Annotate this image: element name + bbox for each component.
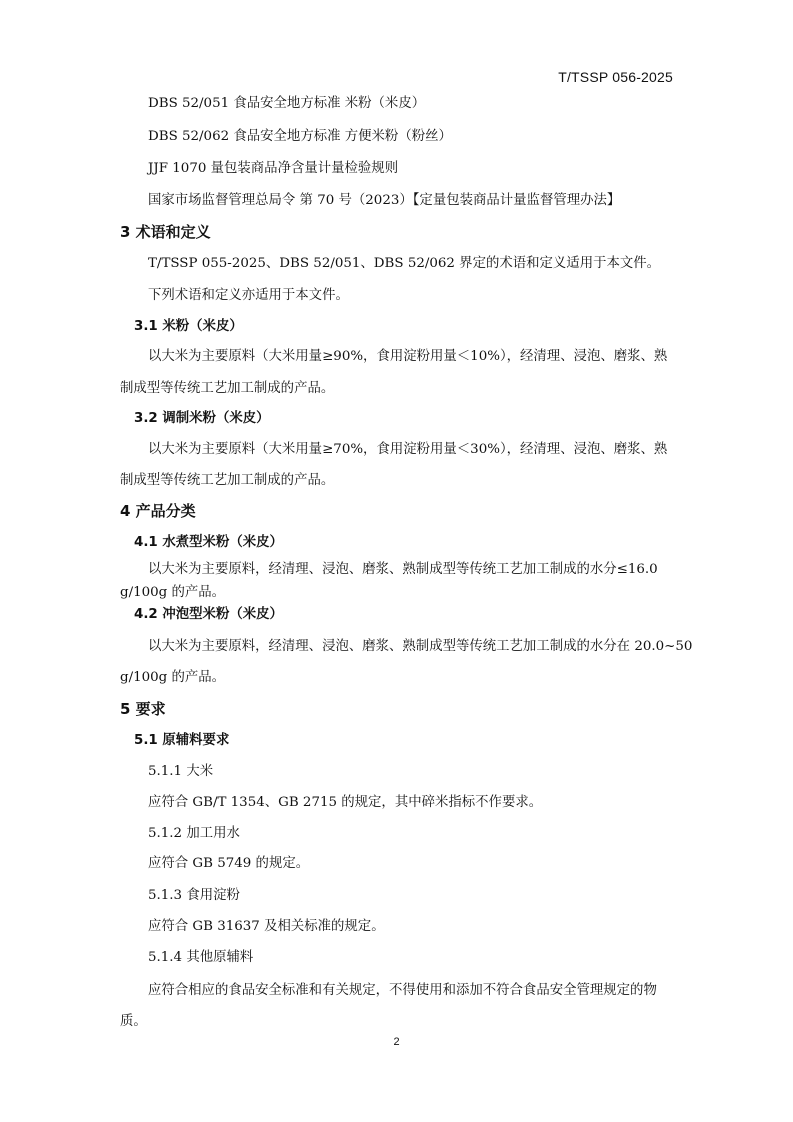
subsection-heading: 3.2 调制米粉（米皮） xyxy=(134,411,270,426)
reference-item: DBS 52/051 食品安全地方标准 米粉（米皮） xyxy=(148,96,426,111)
paragraph: 以大米为主要原料，经清理、浸泡、磨浆、熟制成型等传统工艺加工制成的水分≤16.0 xyxy=(148,562,658,577)
paragraph: 以大米为主要原料（大米用量≥90%，食用淀粉用量＜10%），经清理、浸泡、磨浆、熟 xyxy=(148,349,668,364)
paragraph: 以大米为主要原料，经清理、浸泡、磨浆、熟制成型等传统工艺加工制成的水分在 20.0~50 xyxy=(148,639,693,654)
section-heading: 5 要求 xyxy=(120,700,166,718)
clause-heading: 5.1.2 加工用水 xyxy=(148,826,240,841)
paragraph: 应符合 GB 5749 的规定。 xyxy=(148,856,310,871)
reference-item: DBS 52/062 食品安全地方标准 方便米粉（粉丝） xyxy=(148,129,452,144)
page-number: 2 xyxy=(393,1036,400,1048)
document-code: T/TSSP 056-2025 xyxy=(558,69,673,85)
paragraph: 下列术语和定义亦适用于本文件。 xyxy=(148,288,349,303)
paragraph: 以大米为主要原料（大米用量≥70%，食用淀粉用量＜30%），经清理、浸泡、磨浆、熟 xyxy=(148,442,668,457)
section-heading: 4 产品分类 xyxy=(120,502,196,520)
paragraph: 制成型等传统工艺加工制成的产品。 xyxy=(120,381,335,396)
section-heading: 3 术语和定义 xyxy=(120,223,211,241)
clause-heading: 5.1.3 食用淀粉 xyxy=(148,888,240,903)
clause-heading: 5.1.1 大米 xyxy=(148,764,214,779)
reference-item: JJF 1070 量包装商品净含量计量检验规则 xyxy=(148,161,399,176)
paragraph: 质。 xyxy=(120,1014,147,1029)
subsection-heading: 4.2 冲泡型米粉（米皮） xyxy=(134,607,283,622)
paragraph: g/100g 的产品。 xyxy=(120,585,226,600)
paragraph: 制成型等传统工艺加工制成的产品。 xyxy=(120,473,335,488)
paragraph: 应符合相应的食品安全标准和有关规定，不得使用和添加不符合食品安全管理规定的物 xyxy=(148,983,657,998)
paragraph: 应符合 GB/T 1354、GB 2715 的规定，其中碎米指标不作要求。 xyxy=(148,795,543,810)
subsection-heading: 4.1 水煮型米粉（米皮） xyxy=(134,535,283,550)
paragraph: T/TSSP 055-2025、DBS 52/051、DBS 52/062 界定的术语和定义适用于本文件。 xyxy=(148,256,661,271)
subsection-heading: 3.1 米粉（米皮） xyxy=(134,319,243,334)
clause-heading: 5.1.4 其他原辅料 xyxy=(148,950,254,965)
paragraph: g/100g 的产品。 xyxy=(120,670,226,685)
subsection-heading: 5.1 原辅料要求 xyxy=(134,733,230,748)
reference-item: 国家市场监督管理总局令 第 70 号（2023）【定量包装商品计量监督管理办法】 xyxy=(148,193,621,208)
paragraph: 应符合 GB 31637 及相关标准的规定。 xyxy=(148,919,385,934)
